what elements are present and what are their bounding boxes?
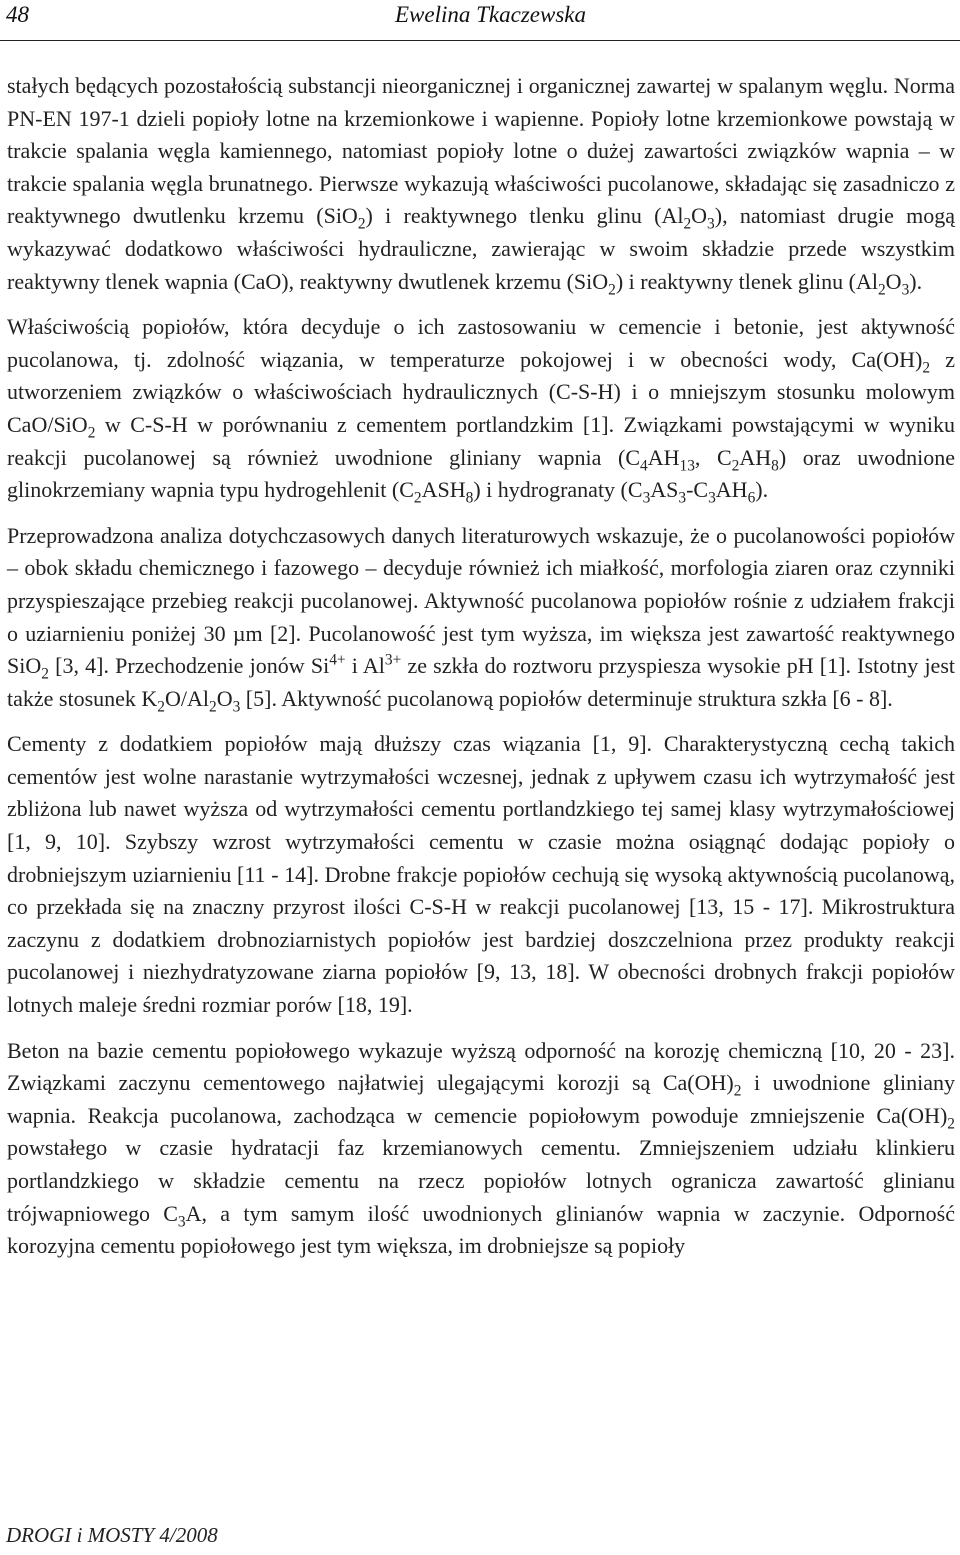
paragraph-5: Beton na bazie cementu popiołowego wykazuje wyższą odporność na korozję chemiczną [10, 20 - 23]. Związkami zaczynu cementowego najłatwiej ulegającymi korozji są $Ca(OH)_2$ i uwodnione gliniany wapnia. Reakcja pucolanowa, zachodząca w cemencie popiołowym powoduje zmniejszenie $Ca(OH)_2$ powstałego w czasie hydratacji faz krzemianowych cementu. Zmniejszeniem udziału klinkieru portlandzkiego w składzie cementu na rzecz popiołów lotnych ogranicza zawartość glinianu trójwapniowego $C_3A$, a tym samym ilość uwodnionych glinianów wapnia w zaczynie. Odporność korozyjna cementu popiołowego jest tym większa, im drobniejsze są popioły (7, 1037, 955, 1259)
paragraph-2: Właściwością popiołów, która decyduje o ich zastosowaniu w cemencie i betonie, jest aktywność pucolanowa, tj. zdolność wiązania, w temperaturze pokojowej i w obecności wody, $Ca(OH)_2$ z utworzeniem związków o właściwościach hydraulicznych (C-S-H) i o mniejszym stosunku molowym CaO/SiO$_2$ w C-S-H w porównaniu z cementem portlandzkim [1]. Związkami powstającymi w wyniku reakcji pucolanowej są również uwodnione gliniany wapnia ($C_4AH_{13}$, $C_2AH_8$) oraz uwodnione glinokrzemiany wapnia typu hydrogehlenit $(C_2ASH_8)$ i hydrogranaty $(C_3AS_3-C_3AH_6)$. (7, 314, 956, 507)
article-body (7, 70, 955, 1276)
paragraph-1: stałych będących pozostałością substancji nieorganicznej i organicznej zawartej w spalanym węglu. Norma PN-EN 197-1 dzieli popioły lotne na krzemionkowe i wapienne. Popioły lotne krzemionkowe powstają w trakcie spalania węgla kamiennego, natomiast popioły lotne o dużej zawartości związków wapnia – w trakcie spalania węgla brunatnego. Pierwsze wykazują właściwości pucolanowe, składając się zasadniczo z reaktywnego dwutlenku krzemu (SiO$_2$) i reaktywnego tlenku glinu $(Al_2O_3)$, natomiast drugie mogą wykazywać dodatkowo właściwości hydrauliczne, zawierając w swoim składzie przede wszystkim reaktywny tlenek wapnia (CaO), reaktywny dwutlenek krzemu (SiO$_2$) i reaktywny tlenek glinu $(Al_2O_3)$. (7, 73, 955, 298)
running-author: Ewelina Tkaczewska (395, 2, 586, 27)
page-number: 48 (6, 2, 29, 27)
paragraph-4: Cementy z dodatkiem popiołów mają dłuższy czas wiązania [1, 9]. Charakterystyczną cechą takich cementów jest wolne narastanie wytrzymałości wczesnej, jednak z upływem czasu ich wytrzymałość jest zbliżona lub nawet wyższa od wytrzymałości cementu portlandzkiego tej samej klasy wytrzymałościowej [1, 9, 10]. Szybszy wzrost wytrzymałości cementu w czasie można osiągnąć dodając popioły o drobniejszym uziarnieniu [11 - 14]. Drobne frakcje popiołów cechują się wysoką aktywnością pucolanową, co przekłada się na znaczny przyrost ilości C-S-H w reakcji pucolanowej [13, 15 - 17]. Mikrostruktura zaczynu z dodatkiem drobnoziarnistych popiołów jest bardziej doszczelniona przez produkty reakcji pucolanowej i niezhydratyzowane ziarna popiołów [9, 13, 18]. W obecności drobnych frakcji popiołów lotnych maleje średni rozmiar porów [18, 19]. (7, 731, 955, 1018)
paragraph-3: Przeprowadzona analiza dotychczasowych danych literaturowych wskazuje, że o pucolanowości popiołów – obok składu chemicznego i fazowego – decyduje również ich miałkość, morfologia ziaren oraz czynniki przyspieszające przebieg reakcji pucolanowej. Aktywność pucolanowa popiołów rośnie z udziałem frakcji o uziarnieniu poniżej 30 µm [2]. Pucolanowość jest tym wyższa, im większa jest zawartość reaktywnego SiO$_2$ [3, 4]. Przechodzenie jonów $Si^{4+}$ i $Al^{3+}$ ze szkła do roztworu przyspiesza wysokie pH [1]. Istotny jest także stosunek $K_2O/Al_2O_3$ [5]. Aktywność pucolanową popiołów determinuje struktura szkła [6 - 8]. (7, 522, 955, 716)
running-header (0, 0, 960, 41)
journal-footer: DROGI i MOSTY 4/2008 (6, 1523, 218, 1547)
